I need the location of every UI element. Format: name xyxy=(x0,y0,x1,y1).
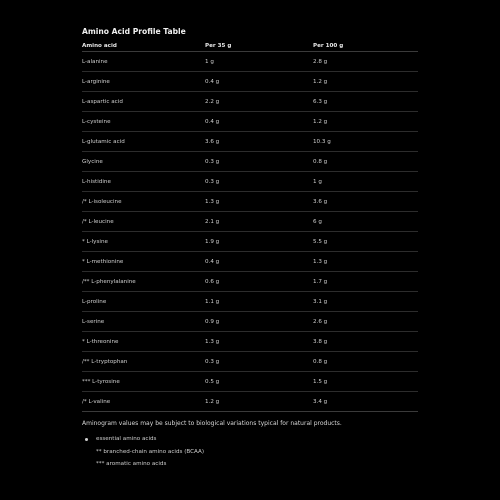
table-row xyxy=(82,292,418,312)
cell-per-35g: 0.4 g xyxy=(205,252,313,272)
cell-per-100g: 10.3 g xyxy=(313,132,418,152)
cell-per-35g: 1.9 g xyxy=(205,232,313,252)
cell-amino-acid: L-arginine xyxy=(82,72,205,92)
cell-amino-acid: Glycine xyxy=(82,152,205,172)
cell-amino-acid: /** L-phenylalanine xyxy=(82,272,205,292)
table-row xyxy=(82,272,418,292)
table-row xyxy=(82,212,418,232)
table-row xyxy=(82,192,418,212)
legend-item xyxy=(84,433,204,446)
cell-per-100g: 1.2 g xyxy=(313,72,418,92)
cell-amino-acid: L-aspartic acid xyxy=(82,92,205,112)
cell-per-100g: 3.8 g xyxy=(313,332,418,352)
cell-per-35g: 3.6 g xyxy=(205,132,313,152)
cell-amino-acid: L-glutamic acid xyxy=(82,132,205,152)
cell-amino-acid: /* L-isoleucine xyxy=(82,192,205,212)
cell-per-100g: 3.4 g xyxy=(313,392,418,412)
legend-text: essential amino acids xyxy=(96,436,157,442)
table-row xyxy=(82,152,418,172)
cell-amino-acid: * L-lysine xyxy=(82,232,205,252)
cell-per-35g: 1.3 g xyxy=(205,192,313,212)
table-row xyxy=(82,92,418,112)
table-row xyxy=(82,132,418,152)
legend-item xyxy=(84,446,204,459)
cell-per-35g: 2.1 g xyxy=(205,212,313,232)
header-amino-acid: Amino acid xyxy=(82,40,205,52)
cell-per-100g: 1.5 g xyxy=(313,372,418,392)
cell-amino-acid: L-serine xyxy=(82,312,205,332)
cell-per-100g: 6 g xyxy=(313,212,418,232)
cell-per-35g: 1 g xyxy=(205,52,313,72)
cell-per-35g: 0.3 g xyxy=(205,172,313,192)
table-row xyxy=(82,252,418,272)
cell-per-35g: 1.2 g xyxy=(205,392,313,412)
cell-per-100g: 0.8 g xyxy=(313,152,418,172)
table-row xyxy=(82,172,418,192)
cell-amino-acid: L-histidine xyxy=(82,172,205,192)
cell-per-35g: 0.4 g xyxy=(205,72,313,92)
cell-per-35g: 0.3 g xyxy=(205,352,313,372)
header-per-35g: Per 35 g xyxy=(205,40,313,52)
cell-per-100g: 1.7 g xyxy=(313,272,418,292)
legend-list xyxy=(84,433,204,471)
cell-per-35g: 1.3 g xyxy=(205,332,313,352)
cell-amino-acid: L-cysteine xyxy=(82,112,205,132)
cell-per-35g: 0.5 g xyxy=(205,372,313,392)
cell-per-35g: 1.1 g xyxy=(205,292,313,312)
legend-text: *** aromatic amino acids xyxy=(96,461,167,467)
cell-amino-acid: * L-threonine xyxy=(82,332,205,352)
cell-amino-acid: L-proline xyxy=(82,292,205,312)
cell-per-35g: 0.9 g xyxy=(205,312,313,332)
cell-per-100g: 1.2 g xyxy=(313,112,418,132)
cell-amino-acid: *** L-tyrosine xyxy=(82,372,205,392)
cell-per-100g: 2.6 g xyxy=(313,312,418,332)
variation-note: Aminogram values may be subject to biological variations typical for natural products. xyxy=(82,420,342,427)
table-row xyxy=(82,72,418,92)
cell-amino-acid: /* L-valine xyxy=(82,392,205,412)
table-row xyxy=(82,372,418,392)
amino-acid-profile xyxy=(82,26,418,412)
cell-per-35g: 0.4 g xyxy=(205,112,313,132)
cell-per-100g: 0.8 g xyxy=(313,352,418,372)
cell-per-35g: 2.2 g xyxy=(205,92,313,112)
table-row xyxy=(82,112,418,132)
cell-per-100g: 1 g xyxy=(313,172,418,192)
cell-per-100g: 3.1 g xyxy=(313,292,418,312)
cell-amino-acid: L-alanine xyxy=(82,52,205,72)
table-title: Amino Acid Profile Table xyxy=(82,27,186,36)
cell-amino-acid: * L-methionine xyxy=(82,252,205,272)
cell-amino-acid: /** L-tryptophan xyxy=(82,352,205,372)
table-row xyxy=(82,392,418,412)
legend-text: ** branched-chain amino acids (BCAA) xyxy=(96,448,205,455)
header-per-100g: Per 100 g xyxy=(313,40,418,52)
cell-per-100g: 6.3 g xyxy=(313,92,418,112)
table-row xyxy=(82,52,418,72)
table-header-row xyxy=(82,40,418,52)
cell-per-100g: 1.3 g xyxy=(313,252,418,272)
cell-per-35g: 0.6 g xyxy=(205,272,313,292)
table-row xyxy=(82,332,418,352)
bullet-icon xyxy=(85,438,88,441)
cell-per-100g: 5.5 g xyxy=(313,232,418,252)
table-row xyxy=(82,312,418,332)
cell-per-35g: 0.3 g xyxy=(205,152,313,172)
table-body xyxy=(82,52,418,412)
table-row xyxy=(82,352,418,372)
amino-acid-table xyxy=(82,40,418,412)
table-row xyxy=(82,232,418,252)
cell-per-100g: 2.8 g xyxy=(313,52,418,72)
legend-item xyxy=(84,458,204,471)
cell-per-100g: 3.6 g xyxy=(313,192,418,212)
cell-amino-acid: /* L-leucine xyxy=(82,212,205,232)
